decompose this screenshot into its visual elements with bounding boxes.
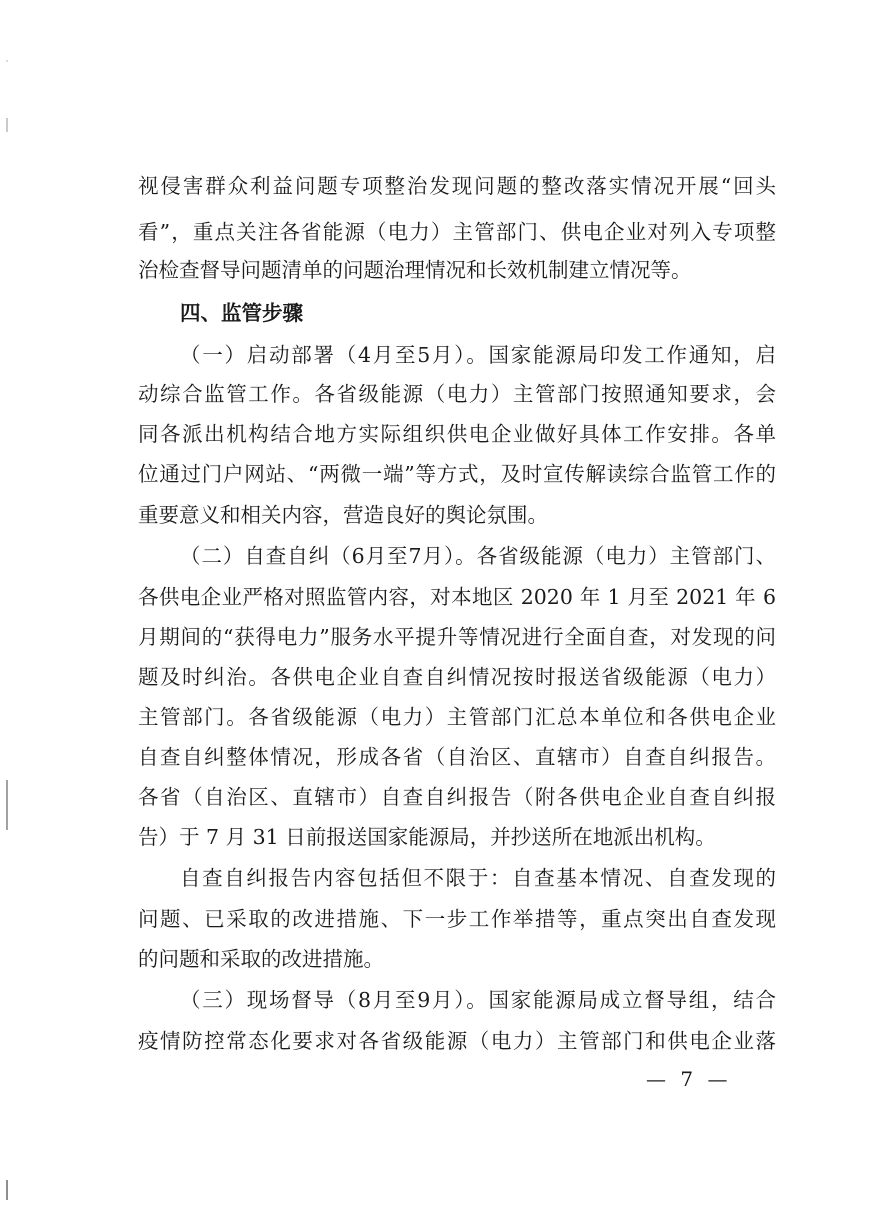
section-heading: 四、监管步骤 (180, 301, 303, 325)
text-line: 题及时纠治。各供电企业自查自纠情况按时报送省级能源（电力） (138, 665, 776, 689)
text-line: 视侵害群众利益问题专项整治发现问题的整改落实情况开展“回头 (138, 174, 776, 198)
text-line: 动综合监管工作。各省级能源（电力）主管部门按照通知要求，会 (138, 382, 776, 406)
text-line: 主管部门。各省级能源（电力）主管部门汇总本单位和各供电企业 (138, 705, 776, 729)
text-line: 自查自纠整体情况，形成各省（自治区、直辖市）自查自纠报告。 (138, 745, 776, 769)
text-line: 告）于 7 月 31 日前报送国家能源局，并抄送所在地派出机构。 (138, 825, 716, 849)
text-line: 治检查督导问题清单的问题治理情况和长效机制建立情况等。 (138, 258, 692, 282)
text-line: （一）启动部署（4月至5月）。国家能源局印发工作通知，启 (180, 343, 776, 367)
text-line: 月期间的“获得电力”服务水平提升等情况进行全面自查，对发现的问 (138, 625, 776, 649)
text-line: 疫情防控常态化要求对各省级能源（电力）主管部门和供电企业落 (138, 1029, 776, 1053)
page-number: — 7 — (646, 1067, 732, 1091)
text-line: （二）自查自纠（6月至7月）。各省级能源（电力）主管部门、 (180, 544, 776, 568)
text-line: 各省（自治区、直辖市）自查自纠报告（附各供电企业自查自纠报 (138, 785, 776, 809)
text-line: 的问题和采取的改进措施。 (138, 947, 384, 971)
text-line: 各供电企业严格对照监管内容，对本地区 2020 年 1 月至 2021 年 6 (138, 585, 776, 609)
text-line: 自查自纠报告内容包括但不限于：自查基本情况、自查发现的 (180, 866, 776, 890)
text-line: 重要意义和相关内容，营造良好的舆论氛围。 (138, 503, 548, 527)
text-line: 问题、已采取的改进措施、下一步工作举措等，重点突出自查发现 (138, 907, 776, 931)
text-line: （三）现场督导（8月至9月）。国家能源局成立督导组，结合 (180, 988, 776, 1012)
text-line: 看”，重点关注各省能源（电力）主管部门、供电企业对列入专项整 (138, 220, 776, 244)
text-line: 同各派出机构结合地方实际组织供电企业做好具体工作安排。各单 (138, 422, 776, 446)
text-line: 位通过门户网站、“两微一端”等方式，及时宣传解读综合监管工作的 (138, 462, 776, 486)
